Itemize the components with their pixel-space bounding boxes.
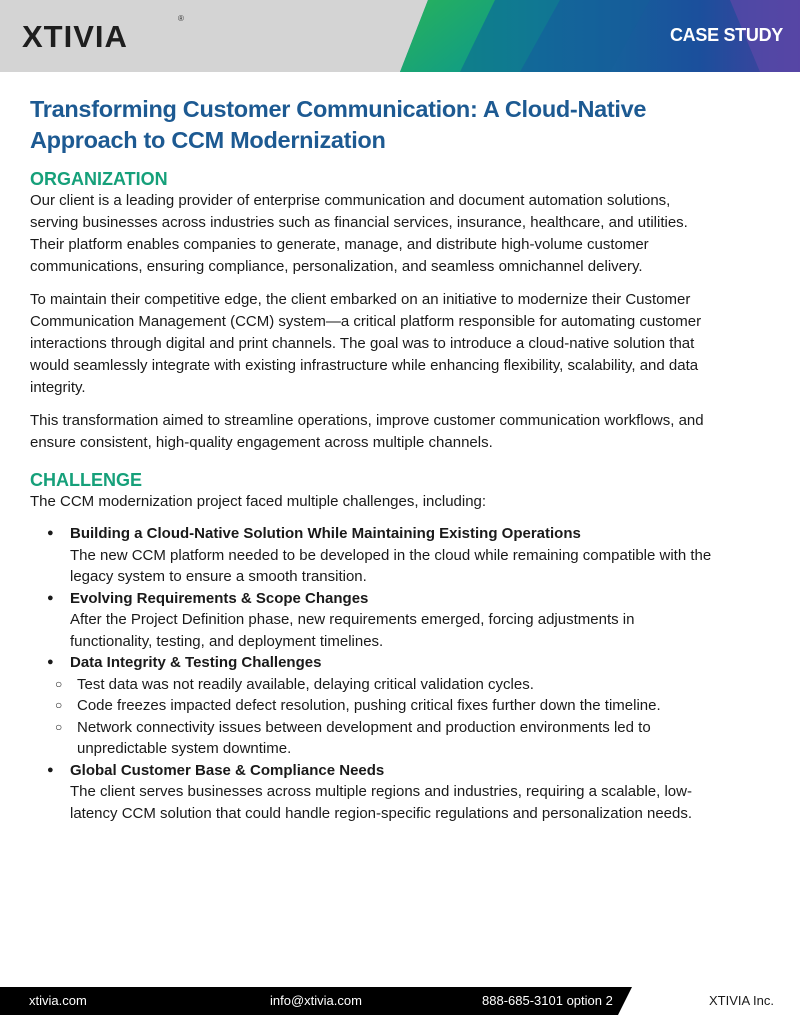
footer-email-link[interactable]: info@xtivia.com (270, 993, 362, 1008)
organization-paragraph-3: This transformation aimed to streamline operations, improve customer communication workflows, and ensure consistent, high-quality engagement across multiple channels. (30, 412, 704, 451)
challenge-subitem: ○ Code freezes impacted defect resolution, pushing critical fixes further down the timeline. (30, 695, 720, 717)
challenge-item (30, 760, 720, 825)
challenge-item-text: The client serves businesses across multiple regions and industries, requiring a scalable, low-latency CCM solution that could handle region-specific regulations and personalization needs. (70, 783, 693, 822)
challenge-item-title: ● Evolving Requirements & Scope Changes (70, 589, 369, 607)
challenge-item (30, 523, 720, 588)
challenge-item (30, 652, 720, 760)
challenge-item-title: ● Global Customer Base & Compliance Needs (70, 761, 385, 779)
challenge-item-text: After the Project Definition phase, new requirements emerged, forcing adjustments in functionality, testing, and deployment timelines. (70, 611, 635, 650)
challenge-list (30, 523, 720, 824)
logo-text: XTIVIA (22, 19, 128, 54)
challenge-item (30, 588, 720, 653)
challenge-item-title: ● Data Integrity & Testing Challenges (70, 654, 322, 671)
organization-heading: ORGANIZATION (30, 169, 168, 189)
xtivia-logo (22, 14, 184, 54)
footer-company: XTIVIA Inc. (708, 993, 774, 1008)
document-body (30, 94, 720, 824)
challenge-heading: CHALLENGE (30, 470, 142, 490)
header-banner (0, 0, 800, 72)
challenge-item-text: The new CCM platform needed to be developed in the cloud while remaining compatible with the legacy system to ensure a smooth transition. (70, 546, 712, 585)
case-study-tag: CASE STUDY (669, 25, 783, 45)
footer-website-link[interactable]: xtivia.com (29, 993, 87, 1008)
footer-phone: 888-685-3101 option 2 (482, 993, 613, 1008)
organization-paragraph-2: To maintain their competitive edge, the client embarked on an initiative to modernize their Customer Communication Management (CCM) system—a critical platform responsible for automating customer interactions through digital and print channels. The goal was to introduce a cloud-native solution that would seamlessly integrate with existing infrastructure while enhancing flexibility, scalability, and data integrity. (30, 291, 702, 396)
challenge-subitem: ○ Network connectivity issues between development and production environments led to unpredictable system downtime. (30, 717, 720, 760)
challenge-item-title: ● Building a Cloud-Native Solution While Maintaining Existing Operations (70, 525, 581, 542)
challenge-subitem-list (30, 674, 720, 760)
organization-paragraph-1: Our client is a leading provider of enterprise communication and document automation solutions, serving businesses across industries such as financial services, insurance, healthcare, and utilities. Their platform enables companies to generate, manage, and distribute high-volume customer communications, ensuring compliance, personalization, and seamless omnichannel delivery. (30, 192, 688, 275)
challenge-subitem: ○ Test data was not readily available, delaying critical validation cycles. (30, 674, 720, 696)
registered-mark: ® (178, 14, 184, 23)
page-title: Transforming Customer Communication: A Cloud-Native Approach to CCM Modernization (30, 96, 647, 153)
challenge-intro: The CCM modernization project faced multiple challenges, including: (30, 493, 487, 510)
